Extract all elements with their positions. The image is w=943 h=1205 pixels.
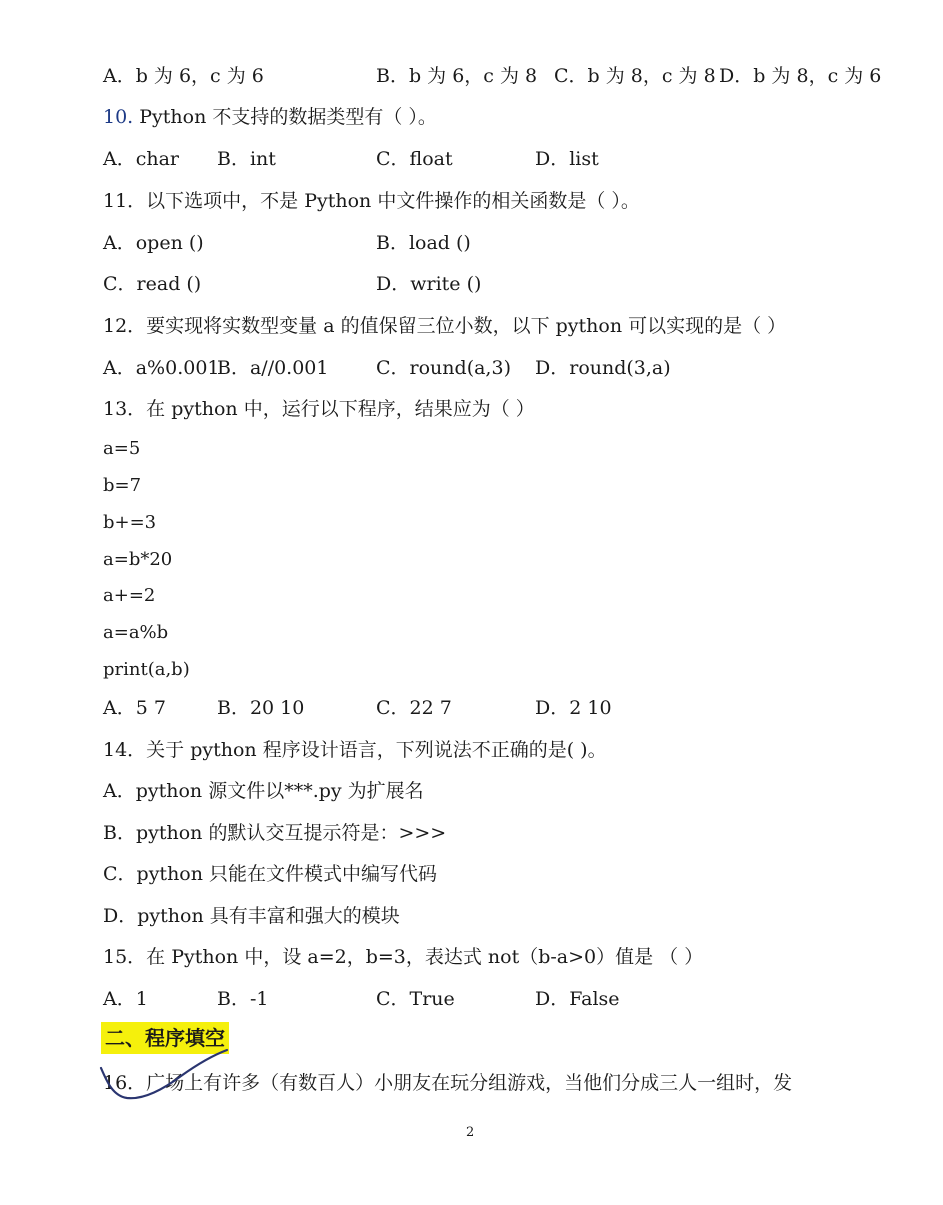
option-c: C．read () xyxy=(103,273,202,295)
option-a: A．char xyxy=(103,148,180,170)
question-14: 14．关于 python 程序设计语言，下列说法不正确的是( )。 xyxy=(103,739,607,761)
option-b: B．20 10 xyxy=(217,697,305,719)
option-d: D．write () xyxy=(376,273,482,295)
option-a: A．python 源文件以***.py 为扩展名 xyxy=(103,780,424,802)
option-c: C．b 为 8，c 为 8 xyxy=(554,65,716,87)
option-d: D．b 为 8，c 为 6 xyxy=(719,65,882,87)
option-d: D．round(3,a) xyxy=(535,357,671,379)
option-d: D．python 具有丰富和强大的模块 xyxy=(103,905,400,927)
option-d: D．list xyxy=(535,148,599,170)
code-line: a=5 xyxy=(103,438,141,459)
option-b: B．b 为 6，c 为 8 xyxy=(376,65,538,87)
code-line: a=a%b xyxy=(103,622,169,643)
code-line: b=7 xyxy=(103,475,142,496)
question-10-stem: Python 不支持的数据类型有（ ）。 xyxy=(133,106,437,128)
code-line: print(a,b) xyxy=(103,659,190,680)
question-12: 12．要实现将实数型变量 a 的值保留三位小数，以下 python 可以实现的是（ ） xyxy=(103,315,787,337)
question-15: 15．在 Python 中，设 a=2，b=3，表达式 not（b-a>0）值是 （ ） xyxy=(103,946,704,968)
option-b: B．load () xyxy=(376,232,471,254)
option-a: A．open () xyxy=(103,232,204,254)
option-a: A．1 xyxy=(103,988,148,1010)
code-line: a=b*20 xyxy=(103,549,173,570)
option-c: C．float xyxy=(376,148,453,170)
option-c: C．python 只能在文件模式中编写代码 xyxy=(103,863,438,885)
question-16: 16．广场上有许多（有数百人）小朋友在玩分组游戏，当他们分成三人一组时，发 xyxy=(103,1072,793,1094)
option-c: C．True xyxy=(376,988,455,1010)
option-b: B．-1 xyxy=(217,988,269,1010)
option-c: C．round(a,3) xyxy=(376,357,511,379)
section-heading-fill-in-program: 二、程序填空 xyxy=(101,1022,229,1054)
code-line: b+=3 xyxy=(103,512,157,533)
option-d: D．2 10 xyxy=(535,697,612,719)
code-line: a+=2 xyxy=(103,585,156,606)
option-a: A．a%0.001 xyxy=(103,357,220,379)
page-number: 2 xyxy=(466,1125,475,1140)
question-10 xyxy=(103,102,437,132)
option-a: A．b 为 6，c 为 6 xyxy=(103,65,264,87)
question-13: 13．在 python 中，运行以下程序，结果应为（ ） xyxy=(103,398,535,420)
option-a: A．5 7 xyxy=(103,697,166,719)
option-b: B．python 的默认交互提示符是：>>> xyxy=(103,822,447,844)
question-10-number: 10. xyxy=(103,106,134,128)
question-11: 11．以下选项中，不是 Python 中文件操作的相关函数是（ ）。 xyxy=(103,190,640,212)
option-d: D．False xyxy=(535,988,620,1010)
option-b: B．a//0.001 xyxy=(217,357,329,379)
option-c: C．22 7 xyxy=(376,697,452,719)
option-b: B．int xyxy=(217,148,276,170)
